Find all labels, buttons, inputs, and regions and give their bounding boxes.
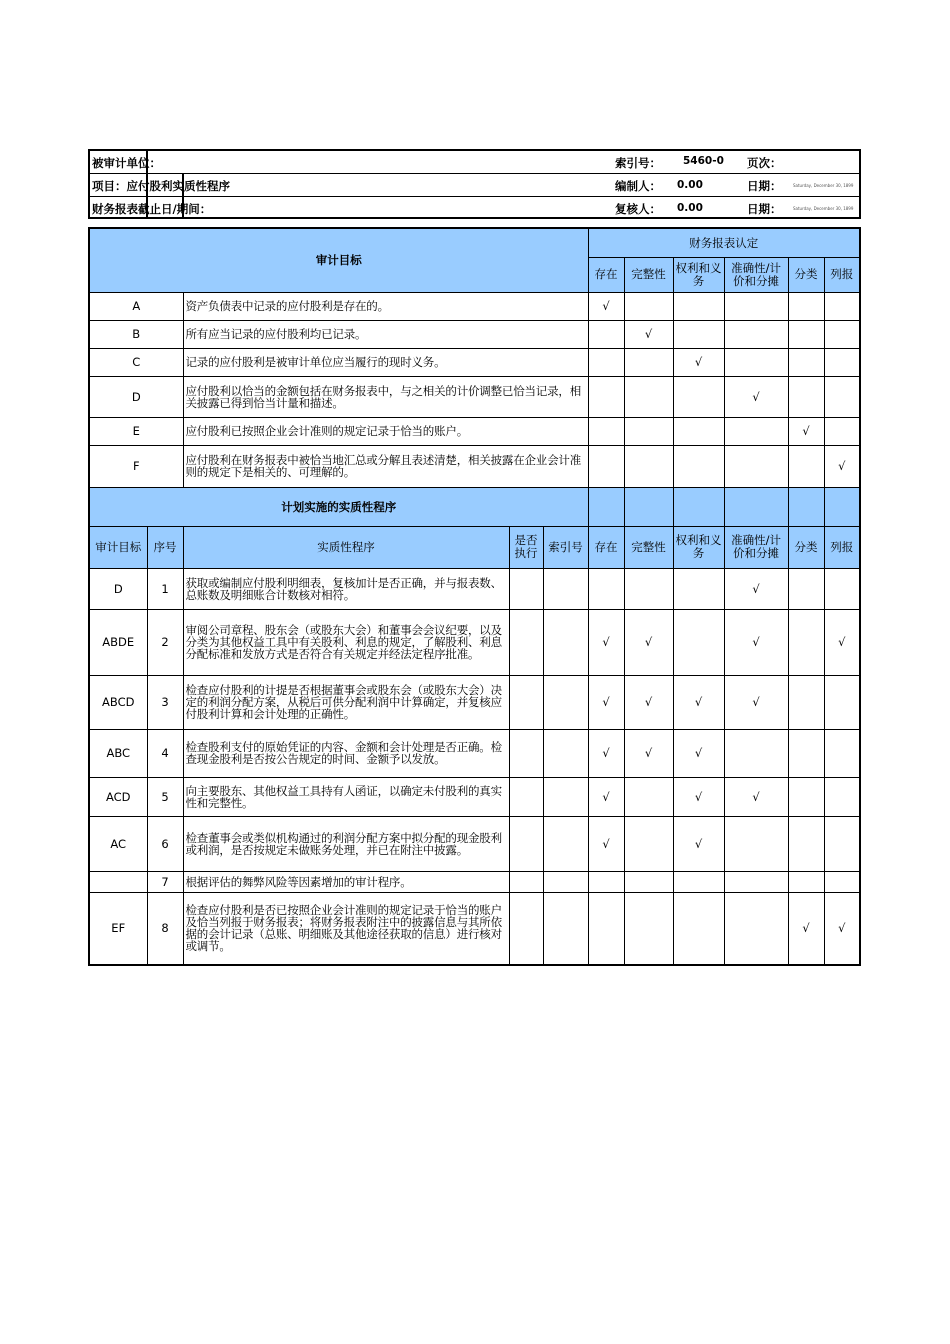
assertion-check [588,568,624,609]
objectives-assertion-header: 分类 [788,257,824,292]
procedures-assertion-header: 权利和义务 [673,526,724,568]
assertion-check: √ [624,729,673,777]
executed-cell[interactable] [509,871,543,892]
objective-row [89,376,860,417]
assertion-check: √ [588,675,624,729]
assertion-check: √ [824,892,860,965]
assertion-check: √ [788,892,824,965]
assertion-check [724,417,788,445]
audit-header [88,149,861,219]
assertion-check [724,871,788,892]
procedures-assertion-header: 列报 [824,526,860,568]
procedure-text: 审阅公司章程、股东会（或股东大会）和董事会会议纪要，以及分类为其他权益工具中有关股利、利息的规定，了解股利、利息分配标准和发放方式是否符合有关规定并经法定程序批准。 [183,609,509,675]
assertion-check: √ [724,675,788,729]
reviewer-value: 0.00 [677,202,703,214]
prepared-date-value: Saturday, December 30, 1899 [793,183,854,188]
assertion-check [824,376,860,417]
procedure-objective [89,871,147,892]
audit-program-table [88,227,861,966]
objective-row [89,292,860,320]
assertion-check [588,892,624,965]
assertion-check [673,417,724,445]
procedure-row [89,816,860,871]
assertion-check [788,816,824,871]
executed-cell[interactable] [509,816,543,871]
period-label: 财务报表截止日/期间： [92,202,212,216]
procedure-row [89,729,860,777]
assertion-check [624,777,673,816]
procedure-text: 检查应付股利是否已按照企业会计准则的规定记录于恰当的账户及恰当列报于财务报表；将财务报表附注中的披露信息与其所依据的会计记录（总账、明细账及其他途径获取的信息）进行核对或调节。 [183,892,509,965]
assertion-check [724,292,788,320]
procedure-text: 检查董事会或类似机构通过的利润分配方案中拟分配的现金股利或利润，是否按规定未做账务处理，并已在附注中披露。 [183,816,509,871]
procedure-text: 获取或编制应付股利明细表，复核加计是否正确，并与报表数、总账数及明细账合计数核对相符。 [183,568,509,609]
assertion-check [588,376,624,417]
objective-code: E [89,417,183,445]
assertion-check [724,348,788,376]
assertion-check [624,376,673,417]
assertion-check [673,376,724,417]
header-divider [90,173,859,174]
procedure-seq: 1 [147,568,183,609]
procedure-seq: 7 [147,871,183,892]
assertion-check: √ [824,445,860,487]
objective-text: 所有应当记录的应付股利均已记录。 [183,320,588,348]
assertion-check [788,675,824,729]
assertion-check: √ [588,609,624,675]
assertion-check [624,892,673,965]
assertion-check [588,871,624,892]
procedure-objective: D [89,568,147,609]
procedure-seq: 6 [147,816,183,871]
assertion-check: √ [673,777,724,816]
procedure-row [89,892,860,965]
assertion-check [824,816,860,871]
index-cell[interactable] [543,675,588,729]
assertion-check [824,568,860,609]
procedures-assertion-header: 完整性 [624,526,673,568]
assertion-check [624,348,673,376]
assertion-check: √ [673,348,724,376]
assertion-check [724,445,788,487]
executed-cell[interactable] [509,892,543,965]
index-cell[interactable] [543,729,588,777]
objective-text: 应付股利以恰当的金额包括在财务报表中，与之相关的计价调整已恰当记录，相关披露已得到恰当计量和描述。 [183,376,588,417]
assertion-check: √ [724,376,788,417]
assertion-check [588,417,624,445]
assertion-check: √ [673,816,724,871]
assertion-check: √ [724,777,788,816]
audited-unit-label: 被审计单位： [92,156,161,170]
objective-row [89,348,860,376]
objective-code: B [89,320,183,348]
procedure-seq: 4 [147,729,183,777]
assertion-check [788,568,824,609]
index-cell[interactable] [543,871,588,892]
objective-row [89,417,860,445]
assertion-check [824,348,860,376]
assertion-check: √ [624,609,673,675]
col-sequence: 序号 [147,526,183,568]
procedure-objective: ABC [89,729,147,777]
assertion-check: √ [724,568,788,609]
assertion-group-header: 财务报表认定 [588,228,860,257]
procedure-text: 检查应付股利的计提是否根据董事会或股东会（或股东大会）决定的利润分配方案，从税后可供分配利润中计算确定，并复核应付股利计算和会计处理的正确性。 [183,675,509,729]
assertion-check [673,445,724,487]
executed-cell[interactable] [509,675,543,729]
objectives-assertion-header: 权利和义务 [673,257,724,292]
procedure-row [89,675,860,729]
assertion-check: √ [824,609,860,675]
assertion-check [673,568,724,609]
executed-cell[interactable] [509,777,543,816]
project-label: 项目：应付股利实质性程序 [92,179,230,193]
assertion-check [788,445,824,487]
assertion-check [724,816,788,871]
assertion-check: √ [624,675,673,729]
objective-code: F [89,445,183,487]
assertion-check [824,417,860,445]
assertion-check [673,292,724,320]
procedure-seq: 3 [147,675,183,729]
assertion-check: √ [624,320,673,348]
objective-code: A [89,292,183,320]
assertion-check [788,320,824,348]
assertion-check: √ [588,729,624,777]
assertion-check [788,376,824,417]
assertion-check [624,816,673,871]
header-divider [90,196,859,197]
objective-text: 资产负债表中记录的应付股利是存在的。 [183,292,588,320]
objective-row [89,445,860,487]
assertion-check [588,348,624,376]
assertion-check [624,292,673,320]
index-cell[interactable] [543,777,588,816]
col-index: 索引号 [543,526,588,568]
assertion-check [724,892,788,965]
assertion-check: √ [588,816,624,871]
procedure-objective: ACD [89,777,147,816]
assertion-check [588,320,624,348]
objective-code: D [89,376,183,417]
assertion-check [673,320,724,348]
assertion-check [824,320,860,348]
assertion-check: √ [673,675,724,729]
assertion-check [673,871,724,892]
reviewed-date-label: 日期： [747,202,782,216]
assertion-check [824,292,860,320]
assertion-check [788,609,824,675]
objectives-assertion-header: 存在 [588,257,624,292]
assertion-check [824,675,860,729]
procedures-assertion-header: 分类 [788,526,824,568]
executed-cell[interactable] [509,568,543,609]
col-audit-objective: 审计目标 [89,526,147,568]
assertion-check [588,445,624,487]
assertion-check [624,445,673,487]
objective-text: 应付股利已按照企业会计准则的规定记录于恰当的账户。 [183,417,588,445]
procedures-assertion-header: 存在 [588,526,624,568]
objectives-assertion-header: 准确性/计价和分摊 [724,257,788,292]
assertion-check [724,729,788,777]
reviewer-label: 复核人： [615,202,661,216]
index-cell[interactable] [543,816,588,871]
assertion-check: √ [788,417,824,445]
assertion-check [788,292,824,320]
procedure-seq: 8 [147,892,183,965]
assertion-check [788,348,824,376]
col-executed: 是否执行 [509,526,543,568]
procedure-seq: 5 [147,777,183,816]
procedures-assertion-header: 准确性/计价和分摊 [724,526,788,568]
preparer-value: 0.00 [677,179,703,191]
procedure-objective: ABCD [89,675,147,729]
assertion-check [824,777,860,816]
assertion-check [788,871,824,892]
assertion-check: √ [588,292,624,320]
assertion-check [673,609,724,675]
index-cell[interactable] [543,609,588,675]
assertion-check: √ [588,777,624,816]
objective-row [89,320,860,348]
assertion-check: √ [673,729,724,777]
objectives-assertion-header: 完整性 [624,257,673,292]
procedure-text: 检查股利支付的原始凭证的内容、金额和会计处理是否正确。检查现金股利是否按公告规定的时间、金额予以发放。 [183,729,509,777]
assertion-check [788,777,824,816]
procedure-objective: EF [89,892,147,965]
index-cell[interactable] [543,568,588,609]
procedure-row [89,568,860,609]
executed-cell[interactable] [509,729,543,777]
assertion-check [788,729,824,777]
assertion-check [673,892,724,965]
procedure-objective: ABDE [89,609,147,675]
objective-text: 记录的应付股利是被审计单位应当履行的现时义务。 [183,348,588,376]
objectives-title: 审计目标 [89,228,588,292]
assertion-check: √ [724,609,788,675]
col-procedure: 实质性程序 [183,526,509,568]
assertion-check [624,871,673,892]
prepared-date-label: 日期： [747,179,782,193]
assertion-check [624,417,673,445]
executed-cell[interactable] [509,609,543,675]
procedure-objective: AC [89,816,147,871]
reviewed-date-value: Saturday, December 30, 1899 [793,206,854,211]
objective-text: 应付股利在财务报表中被恰当地汇总或分解且表述清楚，相关披露在企业会计准则的规定下是相关的、可理解的。 [183,445,588,487]
preparer-label: 编制人： [615,179,661,193]
procedure-row [89,777,860,816]
index-number-label: 索引号： [615,156,661,170]
assertion-check [824,871,860,892]
objectives-assertion-header: 列报 [824,257,860,292]
procedure-row [89,871,860,892]
index-number-value: 5460-0 [683,155,724,167]
index-cell[interactable] [543,892,588,965]
procedure-text: 向主要股东、其他权益工具持有人函证，以确定未付股利的真实性和完整性。 [183,777,509,816]
procedure-row [89,609,860,675]
procedure-text: 根据评估的舞弊风险等因素增加的审计程序。 [183,871,509,892]
objective-code: C [89,348,183,376]
procedures-title: 计划实施的实质性程序 [89,487,588,526]
procedure-seq: 2 [147,609,183,675]
assertion-check [824,729,860,777]
assertion-check [624,568,673,609]
page-number-label: 页次： [747,156,782,170]
assertion-check [724,320,788,348]
